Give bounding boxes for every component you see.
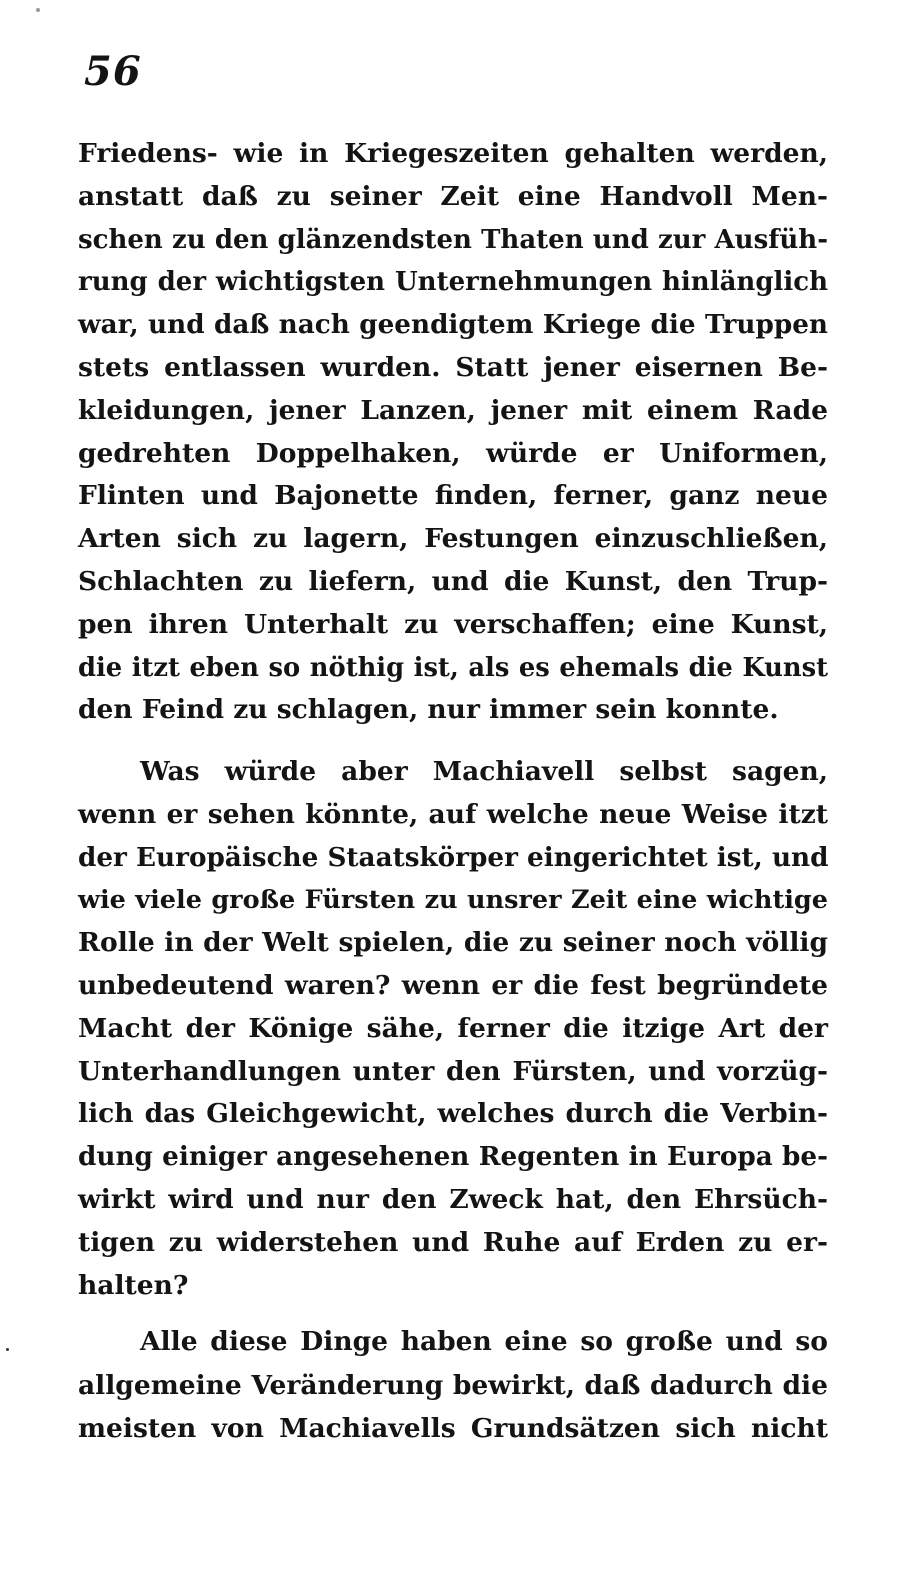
text-line: Schlachten zu liefern, und die Kunst, den Trup- [78, 565, 828, 597]
scan-speck [36, 8, 40, 12]
text-line: Friedens- wie in Kriegeszeiten gehalten werden, [78, 138, 828, 169]
text-line: wirkt wird und nur den Zweck hat, den Ehrsüch- [78, 1183, 828, 1215]
text-line: wenn er sehen könnte, auf welche neue Weise itzt [78, 798, 828, 830]
text-line: meisten von Machiavells Grundsätzen sich nicht [78, 1413, 828, 1444]
text-line: Macht der Könige sähe, ferner die itzige Art der [78, 1012, 828, 1044]
text-line: anstatt daß zu seiner Zeit eine Handvoll Men- [78, 180, 828, 212]
text-line: Unterhandlungen unter den Fürsten, und vorzüg- [78, 1055, 828, 1087]
text-line: halten? [78, 1269, 189, 1301]
text-line: Rolle in der Welt spielen, die zu seiner noch völlig [78, 927, 828, 959]
margin-mark [6, 1348, 9, 1351]
text-line: Arten sich zu lagern, Festungen einzuschließen, [78, 523, 828, 555]
text-line: Was würde aber Machiavell selbst sagen, [140, 756, 828, 787]
text-line: kleidungen, jener Lanzen, jener mit einem Rade [78, 394, 828, 426]
paragraph-2 [78, 751, 828, 1307]
text-line: lich das Gleichgewicht, welches durch die Verbin- [78, 1098, 828, 1130]
text-line: tigen zu widerstehen und Ruhe auf Erden zu er- [78, 1226, 828, 1258]
text-line: allgemeine Veränderung bewirkt, daß dadurch die [78, 1369, 828, 1401]
text-line: Flinten und Bajonette finden, ferner, ganz neue [78, 480, 828, 512]
text-line: rung der wichtigsten Unternehmungen hinlänglich [78, 267, 828, 298]
paragraph-1 [78, 133, 828, 732]
text-line: den Feind zu schlagen, nur immer sein konnte. [78, 694, 779, 726]
text-line: stets entlassen wurden. Statt jener eisernen Be- [78, 351, 828, 383]
text-line: Alle diese Dinge haben eine so große und so [140, 1326, 828, 1357]
text-line: der Europäische Staatskörper eingerichtet ist, und [78, 841, 829, 873]
text-line: gedrehten Doppelhaken, würde er Uniformen, [78, 437, 828, 469]
text-line: dung einiger angesehenen Regenten in Europa be- [78, 1141, 828, 1173]
paragraph-3 [78, 1320, 828, 1451]
text-line: unbedeutend waren? wenn er die fest begründete [78, 969, 828, 1001]
text-line: schen zu den glänzendsten Thaten und zur Ausfüh- [78, 224, 828, 255]
text-line: war, und daß nach geendigtem Kriege die Truppen [78, 309, 828, 341]
text-line: die itzt eben so nöthig ist, als es ehemals die Kunst [78, 652, 828, 683]
text-line: wie viele große Fürsten zu unsrer Zeit eine wichtige [78, 885, 828, 916]
page-number: 56 [84, 48, 142, 95]
text-line: pen ihren Unterhalt zu verschaffen; eine Kunst, [78, 608, 828, 640]
